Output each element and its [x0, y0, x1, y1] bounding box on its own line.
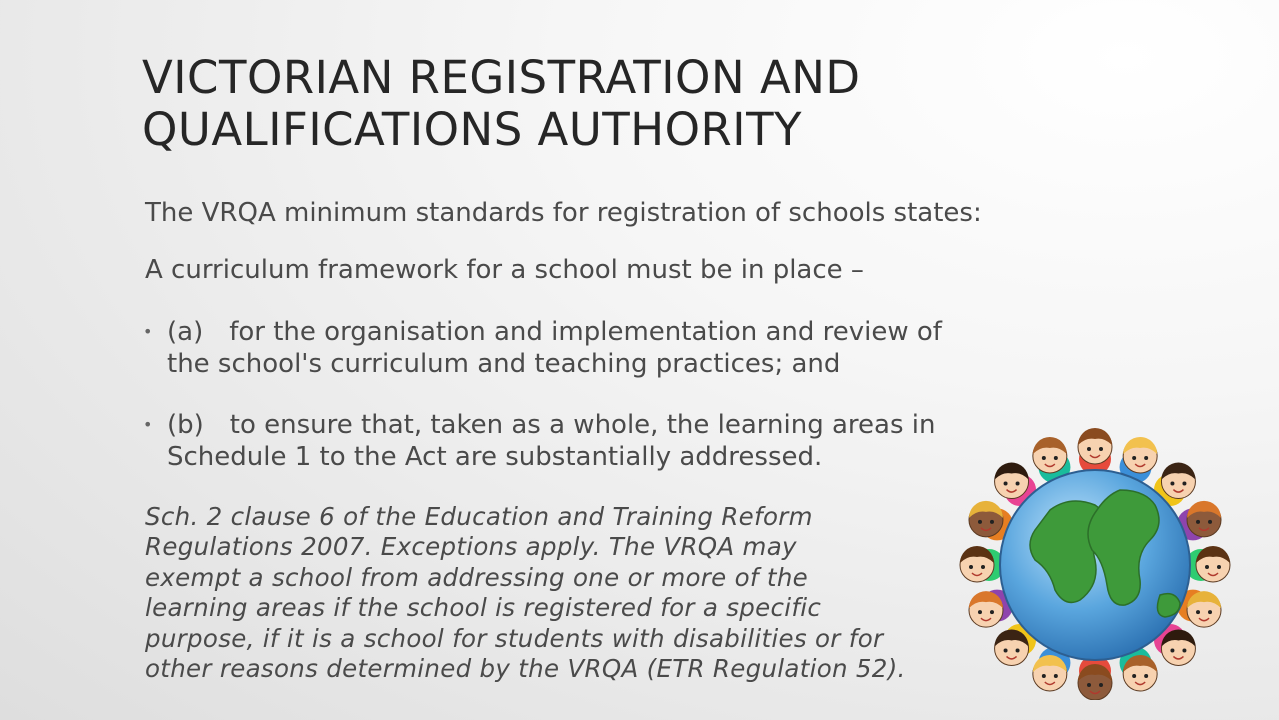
- note-line-5: purpose, if it is a school for students with disabilities or for: [145, 623, 884, 653]
- note-line-3: exempt a school from addressing one or more of the: [145, 562, 809, 592]
- bullet-text: [167, 316, 942, 380]
- children-around-globe-icon: [955, 400, 1235, 700]
- regulation-note: [145, 502, 906, 684]
- title-line-2: QUALIFICATIONS AUTHORITY: [142, 103, 803, 156]
- note-line-6: other reasons determined by the VRQA (ETR Regulation 52).: [145, 654, 906, 684]
- title-line-1: VICTORIAN REGISTRATION AND: [142, 51, 861, 104]
- bullet-text: [167, 409, 935, 473]
- slide-title: [142, 52, 1142, 156]
- bullet-a-line-2: the school's curriculum and teaching practices; and: [167, 349, 841, 379]
- note-line-4: learning areas if the school is registered for a specific: [145, 593, 822, 623]
- framework-paragraph: A curriculum framework for a school must be in place –: [145, 255, 864, 285]
- bullet-b-line-1: (b) to ensure that, taken as a whole, the learning areas in: [167, 410, 936, 440]
- bullet-a-line-1: (a) for the organisation and implementation and review of: [167, 317, 942, 347]
- note-line-1: Sch. 2 clause 6 of the Education and Training Reform: [145, 502, 813, 531]
- note-line-2: Regulations 2007. Exceptions apply. The VRQA may: [145, 532, 797, 562]
- bullet-b-line-2: Schedule 1 to the Act are substantially addressed.: [167, 442, 823, 472]
- bullet-dot-icon: •: [143, 322, 153, 341]
- intro-paragraph: The VRQA minimum standards for registration of schools states:: [145, 198, 982, 228]
- bullet-dot-icon: •: [143, 415, 153, 434]
